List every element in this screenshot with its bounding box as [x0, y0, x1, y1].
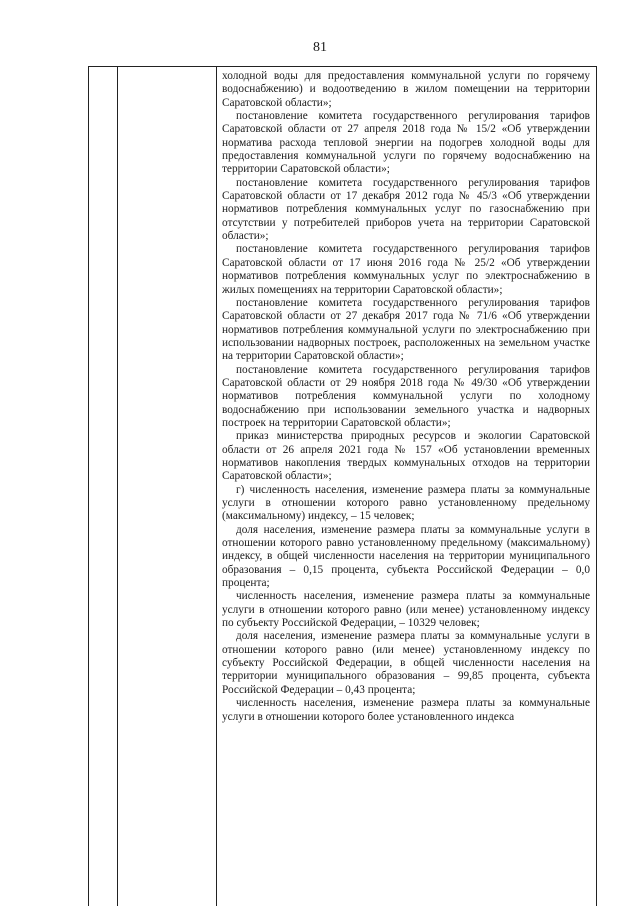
paragraph: доля населения, изменение размера платы за коммунальные услуги в отношении которого равно установленному предельному (максимальному) индексу, в общей численности населения на территории муниципального образования – 0,15 процента, субъекта Российской Федерации – 0,0 процента; — [222, 523, 590, 590]
paragraph: постановление комитета государственного регулирования тарифов Саратовской области от 29 ноября 2018 года № 49/30 «Об утверждении нормативов потребления коммунальной услуги по холодному водоснабжению при использовании земельного участка и надворных построек на территории Саратовской области»; — [222, 363, 590, 429]
paragraph: доля населения, изменение размера платы за коммунальные услуги в отношении которого равно (или менее) установленному индексу по субъекту Российской Федерации, в общей численности населения на территории муниципального образования – 99,85 процента, субъекта Российской Федерации – 0,43 процента; — [222, 630, 590, 696]
paragraph: численность населения, изменение размера платы за коммунальные услуги в отношении которого более установленного индекса — [222, 697, 590, 723]
paragraph: постановление комитета государственного регулирования тарифов Саратовской области от 17 июня 2016 года № 25/2 «Об утверждении нормативов потребления коммунальных услуг по электроснабжению в жилых помещениях на территории Саратовской области»; — [222, 243, 590, 296]
table-border-left — [88, 67, 89, 906]
table-column-divider — [216, 67, 217, 906]
paragraph: постановление комитета государственного регулирования тарифов Саратовской области от 27 апреля 2018 года № 15/2 «Об утверждении норматива расхода тепловой энергии на подогрев холодной воды для предоставления коммунальной услуги по горячему водоснабжению на территории Саратовской области»; — [222, 110, 590, 176]
paragraph: холодной воды для предоставления коммунальной услуги по горячему водоснабжению) и водоотведению в жилом помещении на территории Саратовской области»; — [222, 70, 590, 109]
paragraph: приказ министерства природных ресурсов и экологии Саратовской области от 26 апреля 2021 года № 157 «Об установлении временных нормативов накопления твердых коммунальных отходов на территории Саратовской области»; — [222, 430, 590, 483]
document-table — [88, 66, 597, 906]
table-column-divider — [117, 67, 118, 906]
paragraph: численность населения, изменение размера платы за коммунальные услуги в отношении которого равно (или менее) установленному индексу по субъекту Российской Федерации, – 10329 человек; — [222, 590, 590, 630]
page-number: 81 — [313, 40, 327, 55]
paragraph: постановление комитета государственного регулирования тарифов Саратовской области от 17 декабря 2012 года № 45/3 «Об утверждении нормативов потребления коммунальных услуг по газоснабжению при отсутствии у потребителей приборов учета на территории Саратовской области»; — [222, 176, 590, 243]
paragraph: г) численность населения, изменение размера платы за коммунальные услуги в отношении которого равно установленному предельному (максимальному) индексу, – 15 человек; — [222, 483, 590, 523]
table-text-cell — [222, 70, 590, 724]
table-border-right — [596, 67, 597, 906]
paragraph: постановление комитета государственного регулирования тарифов Саратовской области от 27 декабря 2017 года № 71/6 «Об утверждении нормативов потребления коммунальной услуги по электроснабжению при использовании надворных построек, расположенных на земельном участке на территории Саратовской области»; — [222, 296, 590, 363]
